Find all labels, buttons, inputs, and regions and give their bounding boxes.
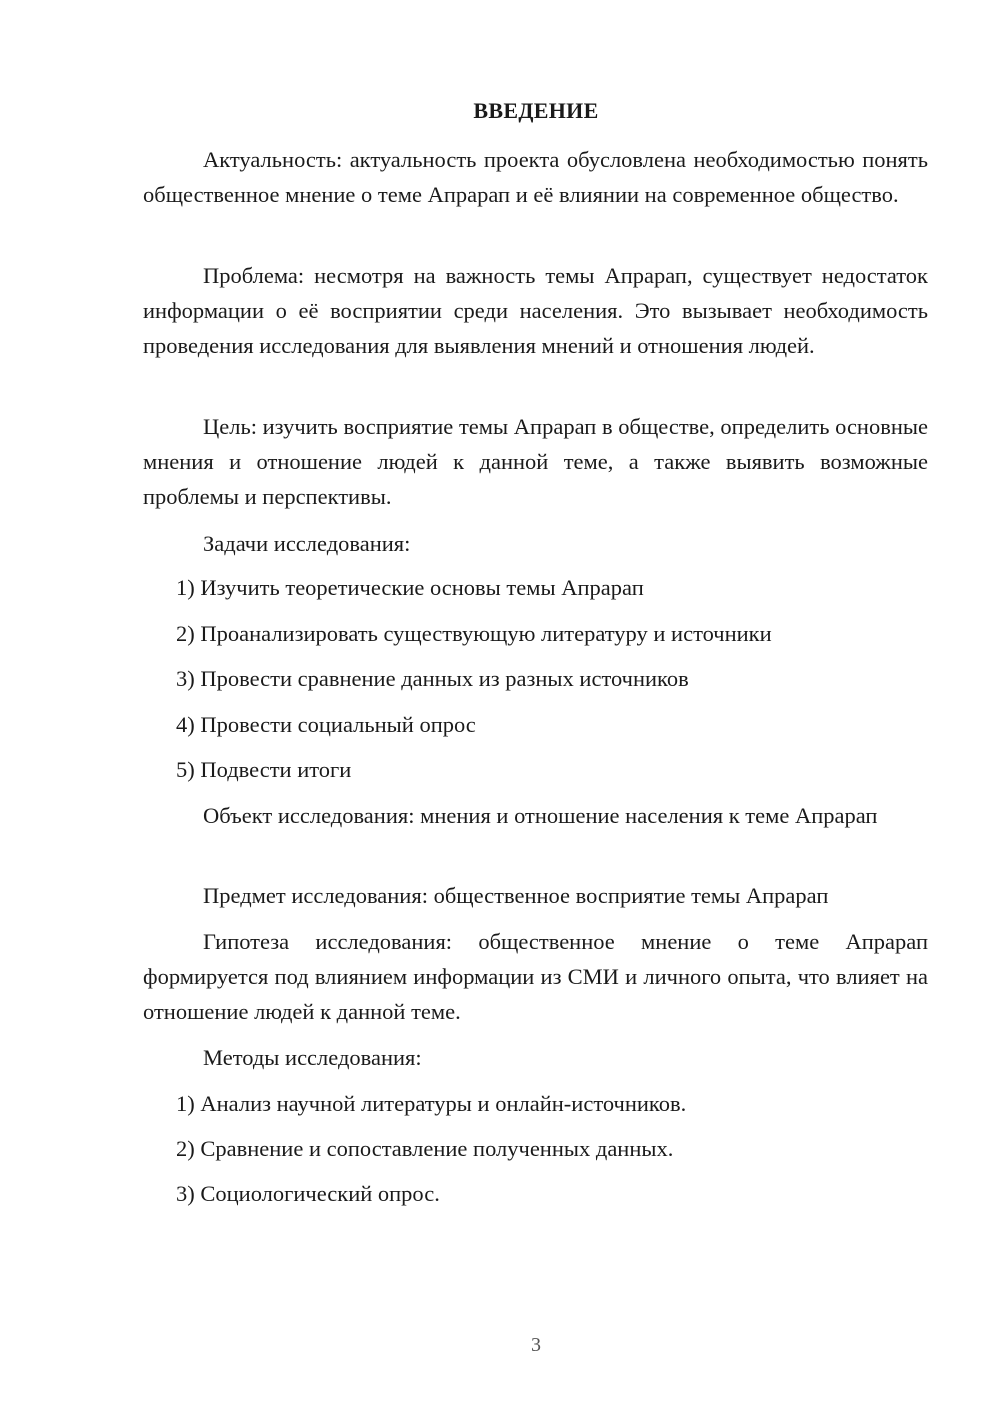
methods-heading-text: Методы исследования: [203, 1045, 422, 1070]
goal-paragraph [143, 409, 928, 514]
subject-text: Предмет исследования: общественное восприятие темы Апрарап [203, 883, 829, 908]
task-item-4: 4) Провести социальный опрос [176, 712, 476, 737]
hypothesis-text: Гипотеза исследования: общественное мнение о теме Апрарап формируется под влиянием информации из СМИ и личного опыта, что влияет на отношение людей к данной теме. [143, 929, 928, 1024]
tasks-heading-text: Задачи исследования: [203, 531, 411, 556]
method-item-1: 1) Анализ научной литературы и онлайн-источников. [176, 1091, 687, 1116]
method-item-3: 3) Социологический опрос. [176, 1181, 440, 1206]
subject-paragraph [143, 878, 928, 913]
methods-heading [143, 1040, 928, 1075]
method-item-2: 2) Сравнение и сопоставление полученных данных. [176, 1136, 674, 1161]
task-item-2: 2) Проанализировать существующую литературу и источники [176, 621, 772, 646]
problem-paragraph [143, 258, 928, 363]
task-item-5: 5) Подвести итоги [176, 757, 352, 782]
object-paragraph [143, 798, 928, 833]
task-item-3: 3) Провести сравнение данных из разных источников [176, 666, 689, 691]
page-title: ВВЕДЕНИЕ [473, 98, 599, 123]
relevance-paragraph [143, 142, 928, 212]
problem-text: Проблема: несмотря на важность темы Апрарап, существует недостаток информации о её восприятии среди населения. Это вызывает необходимость проведения исследования для выявления мнений и отношения людей. [143, 263, 928, 358]
task-item-1: 1) Изучить теоретические основы темы Апрарап [176, 575, 644, 600]
page-number: 3 [531, 1334, 541, 1356]
tasks-heading [143, 526, 928, 561]
goal-text: Цель: изучить восприятие темы Апрарап в обществе, определить основные мнения и отношение людей к данной теме, а также выявить возможные проблемы и перспективы. [143, 414, 928, 509]
hypothesis-paragraph [143, 924, 928, 1029]
relevance-text: Актуальность: актуальность проекта обусловлена необходимостью понять общественное мнение о теме Апрарап и её влиянии на современное общество. [143, 147, 928, 207]
object-text: Объект исследования: мнения и отношение населения к теме Апрарап [203, 803, 878, 828]
